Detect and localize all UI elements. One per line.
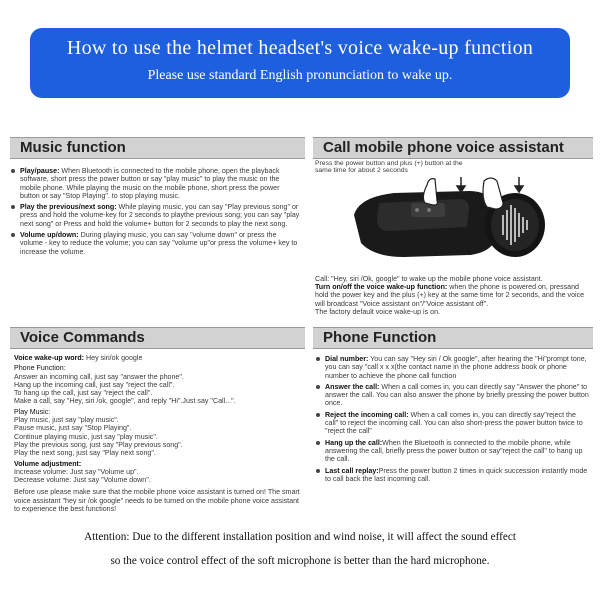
assistant-onoff-text: when the phone is powered on, pressand hold the power key and the plus (+) key at the same time for 2 seconds, and the voice will broadcast "Voice assistant on"/"Voice assistant off". — [315, 283, 585, 308]
assistant-onoff — [315, 283, 591, 308]
phone-function-header — [313, 327, 593, 349]
music-item-volume — [10, 231, 301, 256]
voice-commands-footer: Before use please make sure that the mobile phone voice assistant is turned on! The smart voice assistant "hey sir /ok google" needs to be turned on the mobile phone voice assistant to experience the best functions! — [14, 488, 300, 514]
music-item-prev-next — [10, 203, 301, 228]
command-line: Play music, just say "play music". — [14, 416, 119, 425]
bullet-icon — [11, 233, 15, 237]
bullet-icon — [316, 357, 320, 361]
attention-line-2: so the voice control effect of the soft microphone is better than the hard microphone. — [110, 555, 490, 567]
headset-illustration — [319, 175, 579, 267]
play-music-label: Play Music: — [14, 407, 51, 416]
voice-assistant-header — [313, 137, 593, 159]
phone-item-text: You can say "Hey siri / Ok google", after hearing the "Hi"prompt tone, you can say "call x x x(the contact name in the phone address book or phone number to achieve the phone call function — [325, 355, 587, 380]
command-line: Hang up the incoming call, just say "reject the call". — [14, 380, 175, 389]
wake-word-text: Hey siri/ok google — [84, 354, 143, 362]
phone-item-answer — [315, 383, 591, 408]
title-banner — [30, 28, 570, 98]
bullet-icon — [316, 385, 320, 389]
bullet-icon — [11, 205, 15, 209]
phone-item-text: When a call comes in, you can directly say"reject the call" to reject the incoming call. You can also short-press the power button twice to "reject the call" — [325, 410, 583, 436]
wake-word-line — [14, 354, 301, 362]
banner-subtitle: Please use standard English pronunciation to wake up. — [147, 68, 453, 83]
phone-function-panel — [313, 327, 593, 486]
music-function-title: Music function — [20, 139, 126, 156]
music-item-label: Volume up/down: — [20, 231, 79, 240]
command-line: Continue playing music, just say "play music". — [14, 432, 158, 441]
banner-title: How to use the helmet headset's voice wake-up function — [66, 37, 534, 59]
volume-adjustment-label: Volume adjustment: — [14, 459, 82, 468]
phone-item-label: Answer the call: — [325, 382, 380, 391]
command-line: Decrease volume: Just say "Volume down". — [14, 476, 151, 485]
phone-function-title: Phone Function — [323, 329, 437, 346]
headset-device-icon — [354, 191, 545, 257]
command-line: Increase volume: Just say "Volume up". — [14, 467, 139, 476]
voice-assistant-panel — [313, 137, 593, 316]
phone-item-label: Dial number: — [325, 355, 369, 363]
music-item-label: Play/pause: — [20, 167, 60, 175]
phone-item-text: Press the power button 2 times in quick succession instantly mode to call back the last incoming call. — [325, 466, 588, 483]
command-line: To hang up the call, just say "reject the call". — [14, 389, 153, 398]
phone-item-dial — [315, 355, 591, 380]
phone-item-label: Last call replay: — [325, 466, 379, 475]
phone-item-replay — [315, 467, 591, 484]
music-function-header — [10, 137, 305, 159]
bullet-icon — [316, 441, 320, 445]
assistant-onoff-label: Turn on/off the voice wake-up function: — [315, 283, 448, 292]
bullet-icon — [316, 413, 320, 417]
phone-item-reject — [315, 411, 591, 436]
voice-commands-title: Voice Commands — [20, 329, 145, 346]
music-function-panel — [10, 137, 305, 259]
music-item-text: When Bluetooth is connected to the mobile phone, open the playback software, short press the power button or say "play music" to play the music on the mobile phone. While playing the music on the mobile phone, short press the power button or say "Stop Playing". to stop playing music. — [20, 167, 280, 200]
headset-caption: Press the power button and plus (+) button at the same time for about 2 seconds — [315, 160, 463, 175]
phone-item-label: Reject the incoming call: — [325, 410, 409, 419]
command-line: Answer an incoming call, just say "answer the phone". — [14, 372, 184, 381]
phone-item-text: When a call comes in, you can directly say "Answer the phone" to answer the call. You can also answer the phone by briefly pressing the power button once. — [325, 382, 589, 408]
attention-line-1: Attention: Due to the different installation position and wind noise, it will affect the sound effect — [84, 531, 516, 543]
phone-function-label: Phone Function: — [14, 364, 66, 373]
bullet-icon — [11, 169, 15, 173]
phone-item-label: Hang up the call: — [325, 438, 383, 447]
command-line: Play the previous song, just say "Play previous song". — [14, 440, 183, 449]
music-item-play-pause — [10, 167, 301, 200]
voice-commands-header — [10, 327, 305, 349]
command-line: Make a call, say "Hey, siri /ok, google", and reply "Hi".Just say "Call...". — [14, 397, 236, 406]
voice-commands-panel — [10, 327, 305, 513]
music-item-text: During playing music, you can say "volume down" or press the volume - key to reduce the volume; you can say "volume up"or press the volume+ key to increase the volume. — [20, 231, 298, 256]
phone-item-hangup — [315, 439, 591, 464]
music-item-text: While playing music, you can say "Play previous song" or press and hold the volume-key for 2 seconds to playthe previous song; you can say "play next song" or Press and hold the volume+ button for 2 seconds to play the next song. — [20, 203, 300, 228]
phone-item-text: When the Bluetooth is connected to the mobile phone, while answering the call, briefly press the power button or say"reject the call" to hang up the call. — [325, 438, 583, 464]
assistant-default-text: The factory default voice wake-up is on. — [315, 308, 440, 316]
bullet-icon — [316, 469, 320, 473]
command-line: Play the next song, just say "Play next song". — [14, 449, 156, 458]
voice-assistant-title: Call mobile phone voice assistant — [323, 139, 564, 156]
wake-word-label: Voice wake-up word: — [14, 354, 85, 362]
music-item-label: Play the previous/next song: — [20, 203, 117, 212]
command-line: Pause music, just say "Stop Playing". — [14, 424, 132, 433]
assistant-call-text: Call: "Hey, siri /Ok, google" to wake up the mobile phone voice assistant. — [315, 274, 543, 283]
